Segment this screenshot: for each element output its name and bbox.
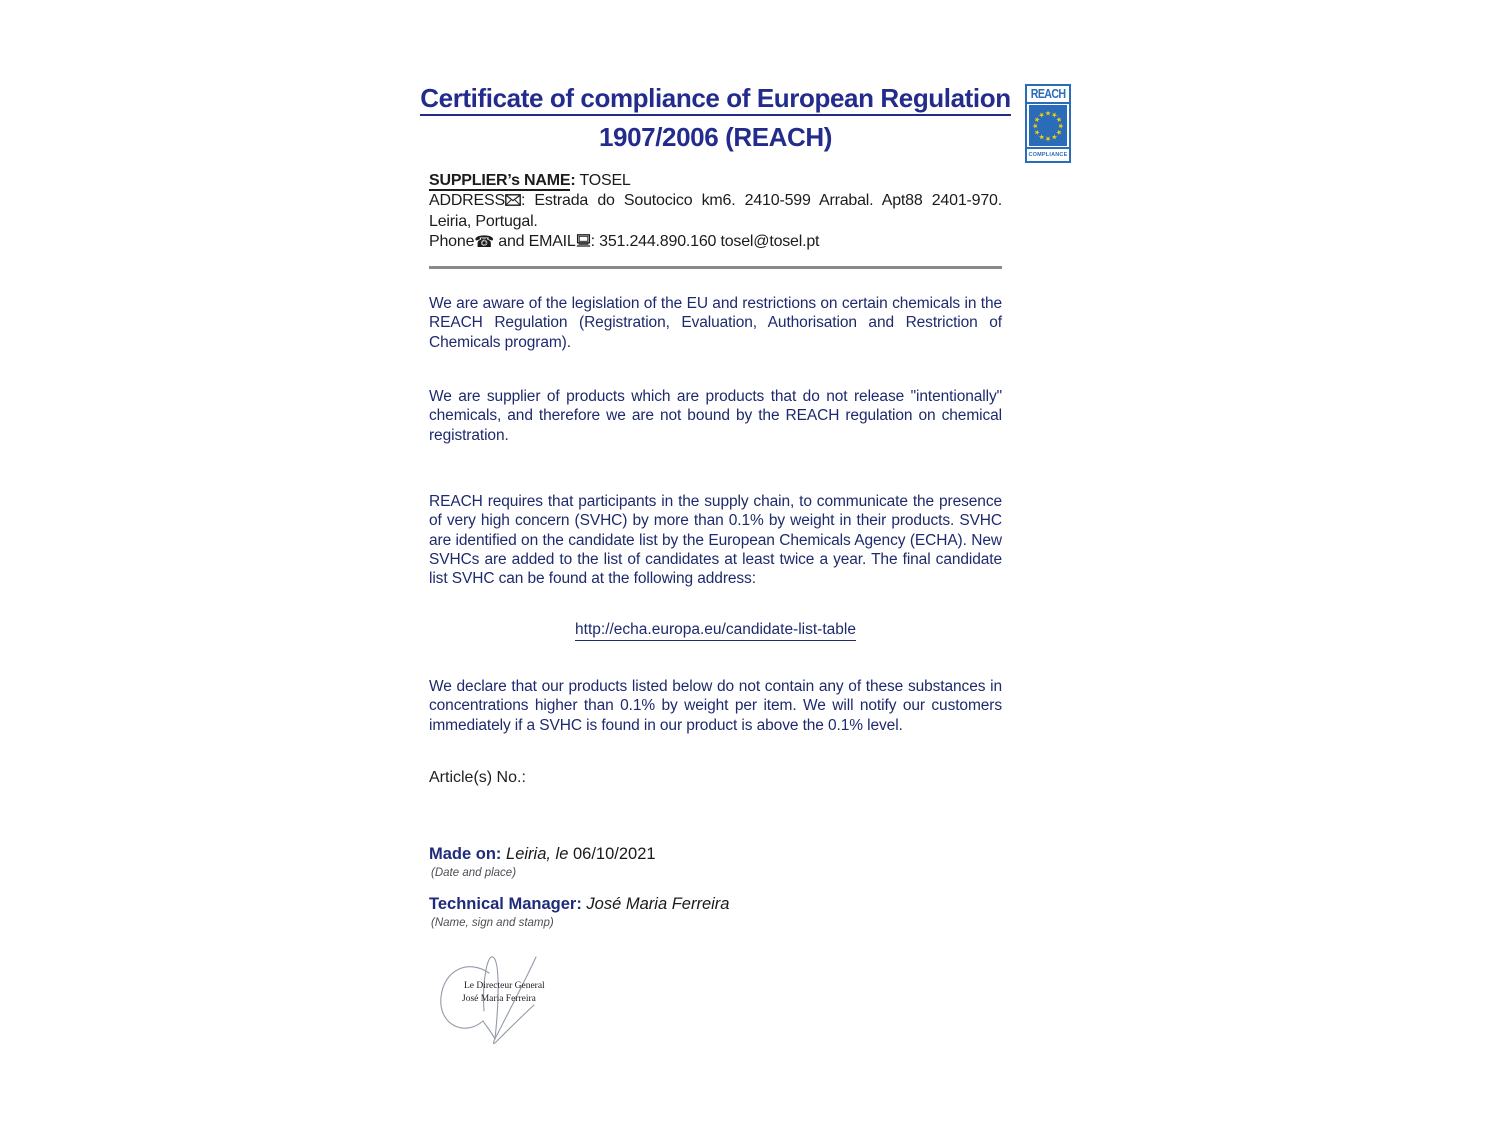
made-on-date: 06/10/2021	[572, 845, 656, 863]
technical-manager-line	[429, 895, 729, 914]
supplier-name-value: TOSEL	[579, 172, 631, 189]
paragraph-supplier-status: We are supplier of products which are products that do not release "intentionally" chemicals, and therefore we are not bound by the REACH regulation on chemical registration.	[429, 388, 1002, 444]
page-title-line1: Certificate of compliance of European Regulation	[420, 85, 1010, 116]
reach-logo-title: REACH	[1027, 86, 1069, 104]
technical-manager-name: José Maria Ferreira	[586, 895, 730, 913]
eu-flag-field	[1029, 105, 1067, 146]
supplier-contact-line	[429, 232, 1002, 253]
address-value: : Estrada do Soutocico km6. 2410-599 Arrabal. Apt88 2401-970. Leiria, Portugal.	[429, 192, 1002, 230]
date-place-hint: (Date and place)	[431, 867, 517, 879]
phone-label: Phone	[429, 233, 475, 250]
page-title-line2: 1907/2006 (REACH)	[598, 122, 833, 152]
reach-logo-subtitle: COMPLIANCE	[1027, 147, 1069, 162]
made-on-line	[429, 845, 656, 864]
supplier-address-line	[429, 191, 1002, 232]
signature-name-text: José Maria Ferreira	[462, 994, 536, 1004]
computer-icon	[576, 233, 591, 253]
paragraph-reach-requirements: REACH requires that participants in the supply chain, to communicate the presence of very high concern (SVHC) by more than 0.1% by weight in their products. SVHC are identified on the candidate list by the European Chemicals Agency (ECHA). New SVHCs are added to the list of candidates at least twice a year. The final candidate list SVHC can be found at the following address:	[429, 493, 1002, 588]
signature-block	[437, 943, 577, 1053]
supplier-info-block	[429, 171, 1002, 253]
contact-value: : 351.244.890.160 tosel@tosel.pt	[590, 233, 820, 250]
supplier-name-colon: :	[570, 172, 576, 189]
paragraph-declaration: We declare that our products listed below do not contain any of these substances in concentrations higher than 0.1% by weight per item. We will notify our customers immediately if a SVHC is found in our product is above the 0.1% level.	[429, 678, 1002, 734]
eu-stars-icon	[1029, 105, 1067, 146]
supplier-name-line	[429, 171, 1002, 191]
made-on-label: Made on:	[429, 845, 502, 863]
made-on-place: Leiria, le	[506, 845, 569, 863]
signature-title-text: Le Directeur General	[464, 981, 545, 991]
phone-icon: ☎	[474, 232, 495, 251]
name-sign-stamp-hint: (Name, sign and stamp)	[431, 917, 554, 929]
reach-compliance-logo	[1025, 84, 1071, 163]
page-title	[394, 85, 1037, 150]
envelope-icon	[505, 192, 521, 212]
address-label: ADDRESS	[429, 192, 505, 209]
article-number-label: Article(s) No.:	[429, 769, 526, 786]
paragraph-awareness: We are aware of the legislation of the EU and restrictions on certain chemicals in the REACH Regulation (Registration, Evaluation, Authorisation and Restriction of Chemicals program).	[429, 295, 1002, 351]
email-label: and EMAIL	[498, 233, 576, 250]
technical-manager-label: Technical Manager:	[429, 895, 582, 913]
supplier-name-label: SUPPLIER’s NAME	[429, 172, 571, 189]
horizontal-divider	[429, 266, 1002, 269]
candidate-list-link-row	[429, 621, 1002, 641]
candidate-list-link[interactable]: http://echa.europa.eu/candidate-list-table	[575, 621, 856, 641]
